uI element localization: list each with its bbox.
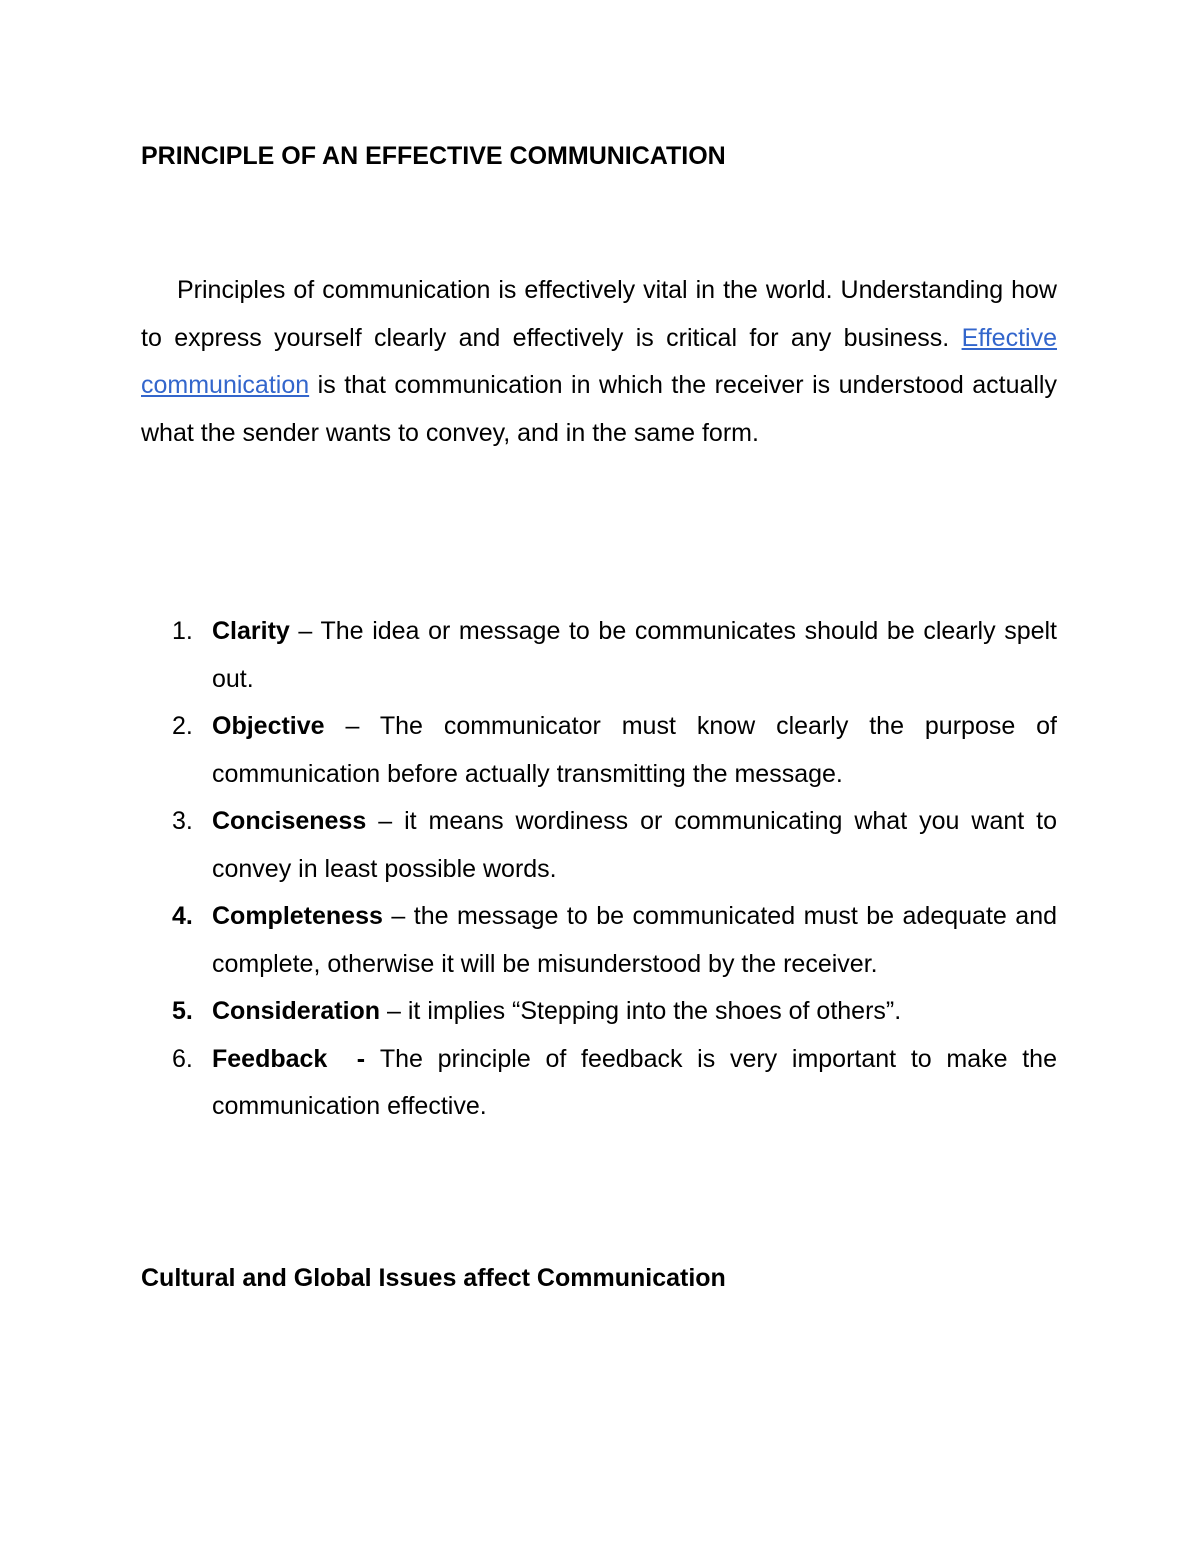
principle-term: Completeness: [212, 902, 383, 930]
intro-text-before-link: Principles of communication is effectively vital in the world. Understanding how to express yourself clearly and effectively is critical for any business.: [141, 276, 1057, 352]
principle-separator: -: [327, 1044, 380, 1073]
principle-term: Consideration: [212, 997, 381, 1025]
principle-separator: –: [380, 997, 408, 1025]
principle-separator: –: [289, 617, 321, 645]
principle-separator: –: [366, 807, 405, 835]
principle-description: The principle of feedback is very important to make the communication effective.: [212, 1044, 1057, 1120]
principles-list: [141, 608, 1057, 1131]
principle-term: Feedback: [212, 1044, 328, 1073]
list-item: [141, 893, 1057, 988]
list-item: [141, 608, 1057, 703]
principle-term: Conciseness: [212, 807, 367, 835]
list-item: [141, 798, 1057, 893]
effective-communication-link[interactable]: Effective communication: [141, 323, 1057, 399]
principle-description: it means wordiness or communicating what you want to convey in least possible words.: [212, 807, 1058, 883]
principle-description: it implies “Stepping into the shoes of others”.: [407, 997, 902, 1025]
principle-term: Clarity: [212, 617, 290, 645]
principle-description: The idea or message to be communicates should be clearly spelt out.: [212, 617, 1058, 693]
intro-text-after-link: is that communication in which the receiver is understood actually what the sender wants to convey, and in the same form.: [141, 371, 1057, 447]
principle-separator: –: [324, 712, 380, 740]
principle-term: Objective: [212, 712, 325, 740]
document-title: PRINCIPLE OF AN EFFECTIVE COMMUNICATION: [141, 142, 726, 170]
principle-separator: –: [382, 902, 414, 930]
intro-paragraph: [141, 267, 1057, 457]
principle-description: The communicator must know clearly the purpose of communication before actually transmitting the message.: [212, 712, 1058, 788]
list-item-number: 6.: [172, 1044, 193, 1073]
list-item-number: 1.: [172, 617, 193, 645]
list-item-number: 3.: [172, 807, 193, 835]
list-item: [141, 988, 1057, 1036]
list-item: [141, 1036, 1057, 1131]
list-item-number: 4.: [172, 902, 193, 930]
section-heading: Cultural and Global Issues affect Communication: [141, 1264, 726, 1292]
list-item-number: 2.: [172, 712, 193, 740]
list-item: [141, 703, 1057, 798]
principle-description: the message to be communicated must be adequate and complete, otherwise it will be misunderstood by the receiver.: [212, 902, 1057, 978]
list-item-number: 5.: [172, 997, 193, 1025]
